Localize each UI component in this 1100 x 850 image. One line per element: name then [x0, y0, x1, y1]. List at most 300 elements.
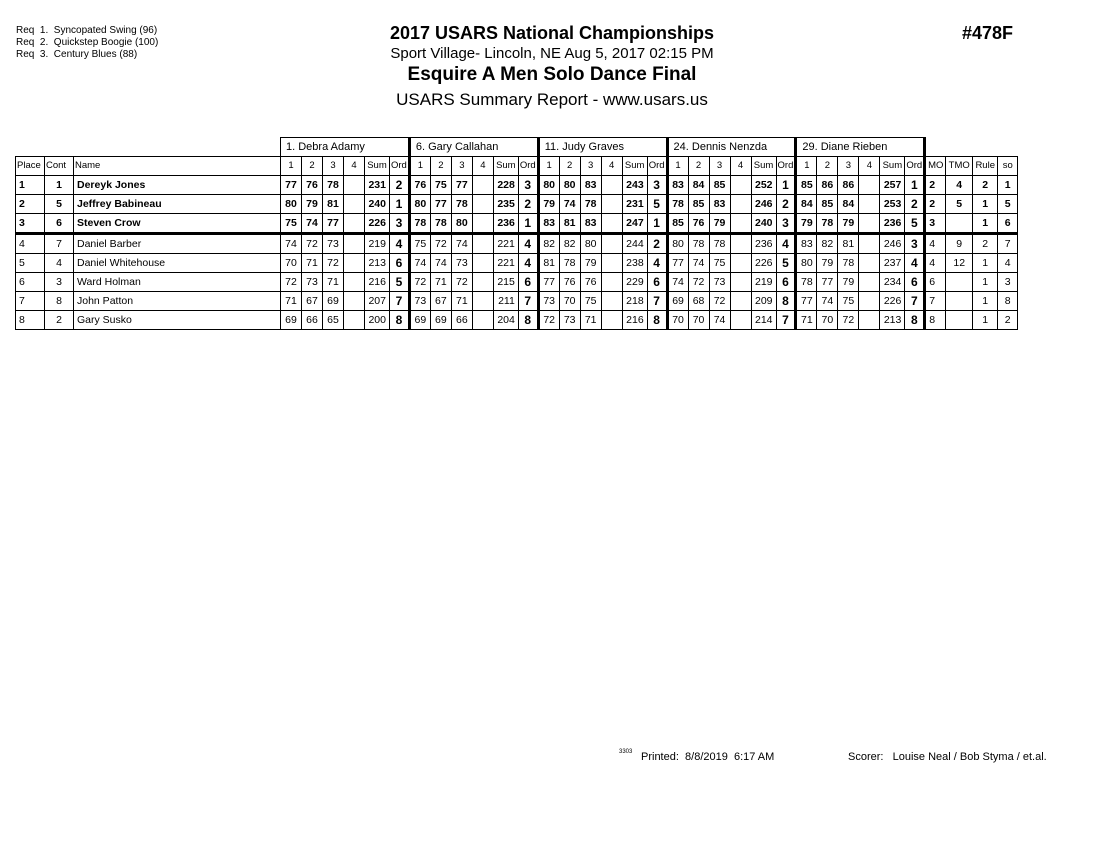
sum-cell: 236 [880, 214, 905, 234]
score-cell: 84 [796, 195, 817, 214]
score-cell: 72 [281, 273, 302, 292]
mo-cell: 6 [925, 273, 946, 292]
sum-cell: 214 [751, 311, 776, 330]
sum-cell: 215 [493, 273, 518, 292]
score-cell: 80 [451, 214, 472, 234]
tmo-cell [946, 311, 973, 330]
score-cell: 67 [302, 292, 323, 311]
score-cell [601, 311, 622, 330]
column-header-row [16, 157, 1018, 176]
rule-cell: 1 [973, 214, 998, 234]
score-cell: 79 [709, 214, 730, 234]
score-cell [472, 292, 493, 311]
ordinal-cell: 6 [647, 273, 667, 292]
score-cell: 74 [451, 234, 472, 254]
score-header: 1 [796, 157, 817, 176]
place-cell: 4 [16, 234, 45, 254]
score-cell: 71 [580, 311, 601, 330]
score-header: 1 [538, 157, 559, 176]
score-cell: 82 [538, 234, 559, 254]
score-header: 4 [344, 157, 365, 176]
score-cell: 77 [323, 214, 344, 234]
score-cell: 80 [409, 195, 430, 214]
so-cell: 3 [998, 273, 1018, 292]
rule-cell: 1 [973, 292, 998, 311]
score-cell: 78 [838, 254, 859, 273]
score-cell: 74 [302, 214, 323, 234]
score-cell: 77 [430, 195, 451, 214]
judge-name: 1. Debra Adamy [281, 138, 410, 157]
score-cell [859, 176, 880, 195]
score-cell: 76 [688, 214, 709, 234]
score-cell: 68 [688, 292, 709, 311]
sum-header: Sum [751, 157, 776, 176]
sum-cell: 218 [622, 292, 647, 311]
score-cell [472, 214, 493, 234]
score-cell: 79 [796, 214, 817, 234]
score-cell: 78 [796, 273, 817, 292]
ordinal-cell: 1 [647, 214, 667, 234]
ordinal-cell: 8 [390, 311, 410, 330]
score-cell: 86 [817, 176, 838, 195]
score-cell: 83 [709, 195, 730, 214]
ordinal-cell: 7 [647, 292, 667, 311]
score-cell: 76 [559, 273, 580, 292]
report-title: USARS Summary Report - www.usars.us [396, 90, 708, 109]
score-cell [601, 214, 622, 234]
request-line: Req 2. Quickstep Boogie (100) [16, 37, 159, 48]
score-cell: 77 [667, 254, 688, 273]
score-cell: 81 [838, 234, 859, 254]
score-cell: 72 [838, 311, 859, 330]
score-cell: 73 [538, 292, 559, 311]
score-cell: 80 [667, 234, 688, 254]
tmo-cell: 9 [946, 234, 973, 254]
score-header: 3 [323, 157, 344, 176]
score-cell: 66 [302, 311, 323, 330]
score-cell: 69 [430, 311, 451, 330]
ordinal-cell: 3 [905, 234, 925, 254]
sum-cell: 237 [880, 254, 905, 273]
ordinal-cell: 8 [518, 311, 538, 330]
mo-cell: 8 [925, 311, 946, 330]
ordinal-cell: 5 [905, 214, 925, 234]
ordinal-cell: 7 [518, 292, 538, 311]
ordinal-cell: 1 [518, 214, 538, 234]
sum-cell: 207 [365, 292, 390, 311]
score-cell [344, 254, 365, 273]
score-cell: 78 [430, 214, 451, 234]
score-cell [601, 195, 622, 214]
contestant-number: 8 [45, 292, 74, 311]
sum-cell: 234 [880, 273, 905, 292]
tmo-cell: 12 [946, 254, 973, 273]
so-cell: 4 [998, 254, 1018, 273]
ordinal-cell: 5 [647, 195, 667, 214]
score-cell: 76 [409, 176, 430, 195]
sum-cell: 204 [493, 311, 518, 330]
ordinal-cell: 2 [776, 195, 796, 214]
sum-cell: 216 [365, 273, 390, 292]
score-cell: 72 [538, 311, 559, 330]
ordinal-cell: 4 [905, 254, 925, 273]
score-cell: 70 [667, 311, 688, 330]
contestant-number: 3 [45, 273, 74, 292]
score-cell: 78 [709, 234, 730, 254]
so-cell: 5 [998, 195, 1018, 214]
score-cell: 84 [838, 195, 859, 214]
sum-cell: 216 [622, 311, 647, 330]
score-cell: 83 [580, 214, 601, 234]
contestant-number: 4 [45, 254, 74, 273]
score-header: 3 [709, 157, 730, 176]
tmo-cell [946, 214, 973, 234]
score-cell: 85 [817, 195, 838, 214]
score-header: 2 [817, 157, 838, 176]
skater-name: John Patton [74, 292, 281, 311]
sum-cell: 200 [365, 311, 390, 330]
score-cell: 73 [559, 311, 580, 330]
name-header: Name [74, 157, 281, 176]
score-cell: 72 [451, 273, 472, 292]
score-cell: 75 [580, 292, 601, 311]
place-header: Place [16, 157, 45, 176]
rule-cell: 1 [973, 254, 998, 273]
score-cell: 79 [538, 195, 559, 214]
score-cell: 75 [430, 176, 451, 195]
ordinal-cell: 4 [518, 254, 538, 273]
score-cell: 74 [430, 254, 451, 273]
score-cell: 83 [580, 176, 601, 195]
score-cell: 83 [538, 214, 559, 234]
score-cell: 67 [430, 292, 451, 311]
score-cell: 78 [451, 195, 472, 214]
score-cell [730, 214, 751, 234]
ordinal-cell: 4 [776, 234, 796, 254]
sum-cell: 236 [493, 214, 518, 234]
so-cell: 1 [998, 176, 1018, 195]
sum-header: Sum [880, 157, 905, 176]
ordinal-header: Ord [905, 157, 925, 176]
score-cell: 73 [409, 292, 430, 311]
score-header: 4 [730, 157, 751, 176]
ordinal-cell: 3 [518, 176, 538, 195]
score-cell: 72 [409, 273, 430, 292]
so-cell: 7 [998, 234, 1018, 254]
score-cell [730, 195, 751, 214]
score-header: 1 [281, 157, 302, 176]
sum-cell: 209 [751, 292, 776, 311]
blank-cell [925, 138, 1018, 157]
rule-cell: 2 [973, 176, 998, 195]
mo-cell: 7 [925, 292, 946, 311]
score-cell [730, 234, 751, 254]
ordinal-cell: 1 [390, 195, 410, 214]
score-cell: 72 [302, 234, 323, 254]
ordinal-cell: 2 [647, 234, 667, 254]
sum-cell: 247 [622, 214, 647, 234]
score-cell: 81 [323, 195, 344, 214]
ordinal-cell: 5 [390, 273, 410, 292]
ordinal-cell: 2 [905, 195, 925, 214]
score-cell: 72 [430, 234, 451, 254]
score-cell [859, 214, 880, 234]
score-cell: 71 [796, 311, 817, 330]
request-line: Req 3. Century Blues (88) [16, 49, 138, 60]
ordinal-header: Ord [776, 157, 796, 176]
results-table [15, 137, 1018, 330]
table-row [16, 254, 1018, 273]
place-cell: 6 [16, 273, 45, 292]
table-row [16, 214, 1018, 234]
footer-mark: 3303 [619, 749, 633, 755]
rule-cell: 2 [973, 234, 998, 254]
score-cell: 75 [281, 214, 302, 234]
sum-cell: 236 [751, 234, 776, 254]
sum-cell: 244 [622, 234, 647, 254]
score-header: 2 [559, 157, 580, 176]
score-cell: 73 [323, 234, 344, 254]
contestant-number: 6 [45, 214, 74, 234]
so-header: so [998, 157, 1018, 176]
score-cell: 73 [302, 273, 323, 292]
contestant-number: 7 [45, 234, 74, 254]
score-cell [859, 234, 880, 254]
sum-cell: 226 [751, 254, 776, 273]
ordinal-cell: 7 [390, 292, 410, 311]
score-cell: 65 [323, 311, 344, 330]
ordinal-cell: 3 [390, 214, 410, 234]
score-cell: 82 [817, 234, 838, 254]
score-cell: 83 [796, 234, 817, 254]
so-cell: 8 [998, 292, 1018, 311]
score-cell [344, 176, 365, 195]
score-cell: 69 [323, 292, 344, 311]
score-header: 2 [688, 157, 709, 176]
score-cell [859, 311, 880, 330]
tmo-cell [946, 273, 973, 292]
mo-cell: 3 [925, 214, 946, 234]
score-cell: 78 [559, 254, 580, 273]
ordinal-cell: 1 [905, 176, 925, 195]
score-cell: 80 [538, 176, 559, 195]
score-cell: 86 [838, 176, 859, 195]
score-cell: 70 [688, 311, 709, 330]
score-cell: 70 [817, 311, 838, 330]
event-number: #478F [962, 23, 1014, 43]
ordinal-header: Ord [390, 157, 410, 176]
ordinal-cell: 4 [390, 234, 410, 254]
printed-timestamp: Printed: 8/8/2019 6:17 AM [641, 751, 775, 763]
score-cell: 72 [323, 254, 344, 273]
sum-cell: 219 [365, 234, 390, 254]
score-cell: 78 [817, 214, 838, 234]
score-cell [601, 273, 622, 292]
rule-cell: 1 [973, 273, 998, 292]
skater-name: Dereyk Jones [74, 176, 281, 195]
score-cell [472, 311, 493, 330]
place-cell: 2 [16, 195, 45, 214]
score-cell [472, 254, 493, 273]
score-header: 4 [601, 157, 622, 176]
ordinal-cell: 7 [776, 311, 796, 330]
score-cell: 79 [580, 254, 601, 273]
sum-cell: 211 [493, 292, 518, 311]
rule-header: Rule [973, 157, 998, 176]
sum-cell: 213 [880, 311, 905, 330]
sum-cell: 228 [493, 176, 518, 195]
score-cell: 69 [667, 292, 688, 311]
score-cell: 69 [409, 311, 430, 330]
ordinal-cell: 4 [518, 234, 538, 254]
tmo-header: TMO [946, 157, 973, 176]
sum-cell: 238 [622, 254, 647, 273]
score-cell: 74 [409, 254, 430, 273]
sum-cell: 253 [880, 195, 905, 214]
sum-cell: 240 [751, 214, 776, 234]
sum-cell: 243 [622, 176, 647, 195]
ordinal-cell: 4 [647, 254, 667, 273]
skater-name: Jeffrey Babineau [74, 195, 281, 214]
score-cell [344, 214, 365, 234]
score-cell [472, 195, 493, 214]
score-cell: 72 [709, 292, 730, 311]
score-cell [344, 311, 365, 330]
sum-cell: 252 [751, 176, 776, 195]
score-cell [601, 254, 622, 273]
score-header: 1 [409, 157, 430, 176]
judge-name: 24. Dennis Nenzda [667, 138, 796, 157]
score-cell: 85 [796, 176, 817, 195]
ordinal-cell: 8 [647, 311, 667, 330]
score-cell: 77 [796, 292, 817, 311]
sum-cell: 257 [880, 176, 905, 195]
sum-cell: 231 [365, 176, 390, 195]
judge-name: 11. Judy Graves [538, 138, 667, 157]
score-cell [472, 273, 493, 292]
score-cell: 69 [281, 311, 302, 330]
score-cell: 71 [302, 254, 323, 273]
score-header: 2 [302, 157, 323, 176]
score-cell [859, 254, 880, 273]
so-cell: 2 [998, 311, 1018, 330]
score-cell: 73 [451, 254, 472, 273]
sum-cell: 226 [365, 214, 390, 234]
mo-cell: 2 [925, 195, 946, 214]
score-cell [730, 176, 751, 195]
score-cell: 71 [323, 273, 344, 292]
score-cell [344, 234, 365, 254]
score-cell [730, 311, 751, 330]
skater-name: Ward Holman [74, 273, 281, 292]
score-cell: 85 [709, 176, 730, 195]
score-cell [730, 254, 751, 273]
ordinal-cell: 8 [905, 311, 925, 330]
score-cell: 75 [409, 234, 430, 254]
ordinal-cell: 6 [518, 273, 538, 292]
ordinal-cell: 2 [390, 176, 410, 195]
score-cell: 74 [281, 234, 302, 254]
sum-cell: 235 [493, 195, 518, 214]
score-cell [859, 292, 880, 311]
sum-cell: 226 [880, 292, 905, 311]
ordinal-cell: 3 [647, 176, 667, 195]
place-cell: 3 [16, 214, 45, 234]
score-header: 3 [838, 157, 859, 176]
score-header: 2 [430, 157, 451, 176]
score-cell: 74 [688, 254, 709, 273]
skater-name: Steven Crow [74, 214, 281, 234]
score-cell: 74 [559, 195, 580, 214]
ordinal-cell: 3 [776, 214, 796, 234]
skater-name: Gary Susko [74, 311, 281, 330]
score-cell: 81 [559, 214, 580, 234]
sum-cell: 246 [880, 234, 905, 254]
score-cell [859, 273, 880, 292]
score-cell: 76 [580, 273, 601, 292]
score-cell: 79 [838, 214, 859, 234]
sum-header: Sum [493, 157, 518, 176]
sum-header: Sum [622, 157, 647, 176]
score-cell: 84 [688, 176, 709, 195]
ordinal-header: Ord [647, 157, 667, 176]
score-header: 4 [472, 157, 493, 176]
scorer-credit: Scorer: Louise Neal / Bob Styma / et.al. [848, 751, 1047, 763]
sum-cell: 231 [622, 195, 647, 214]
tmo-cell: 4 [946, 176, 973, 195]
score-cell: 75 [838, 292, 859, 311]
sum-cell: 221 [493, 234, 518, 254]
score-cell: 66 [451, 311, 472, 330]
table-row [16, 311, 1018, 330]
score-cell: 77 [281, 176, 302, 195]
score-cell: 74 [817, 292, 838, 311]
place-cell: 8 [16, 311, 45, 330]
mo-cell: 2 [925, 176, 946, 195]
tmo-cell [946, 292, 973, 311]
score-cell: 83 [667, 176, 688, 195]
score-header: 1 [667, 157, 688, 176]
score-cell: 70 [281, 254, 302, 273]
ordinal-cell: 5 [776, 254, 796, 273]
score-cell: 72 [688, 273, 709, 292]
sum-cell: 229 [622, 273, 647, 292]
score-cell: 78 [667, 195, 688, 214]
score-cell: 85 [688, 195, 709, 214]
score-header: 3 [580, 157, 601, 176]
contestant-header: Cont [45, 157, 74, 176]
score-cell: 71 [281, 292, 302, 311]
score-cell [859, 195, 880, 214]
score-cell: 77 [538, 273, 559, 292]
rule-cell: 1 [973, 195, 998, 214]
score-cell: 85 [667, 214, 688, 234]
contestant-number: 2 [45, 311, 74, 330]
score-cell: 77 [817, 273, 838, 292]
score-cell: 70 [559, 292, 580, 311]
score-cell: 73 [709, 273, 730, 292]
score-cell [472, 234, 493, 254]
score-cell: 78 [409, 214, 430, 234]
score-cell [601, 292, 622, 311]
score-header: 3 [451, 157, 472, 176]
score-cell [601, 234, 622, 254]
score-header: 4 [859, 157, 880, 176]
venue-date: Sport Village- Lincoln, NE Aug 5, 2017 02:15 PM [390, 45, 714, 62]
place-cell: 5 [16, 254, 45, 273]
score-cell: 80 [559, 176, 580, 195]
table-row [16, 195, 1018, 214]
